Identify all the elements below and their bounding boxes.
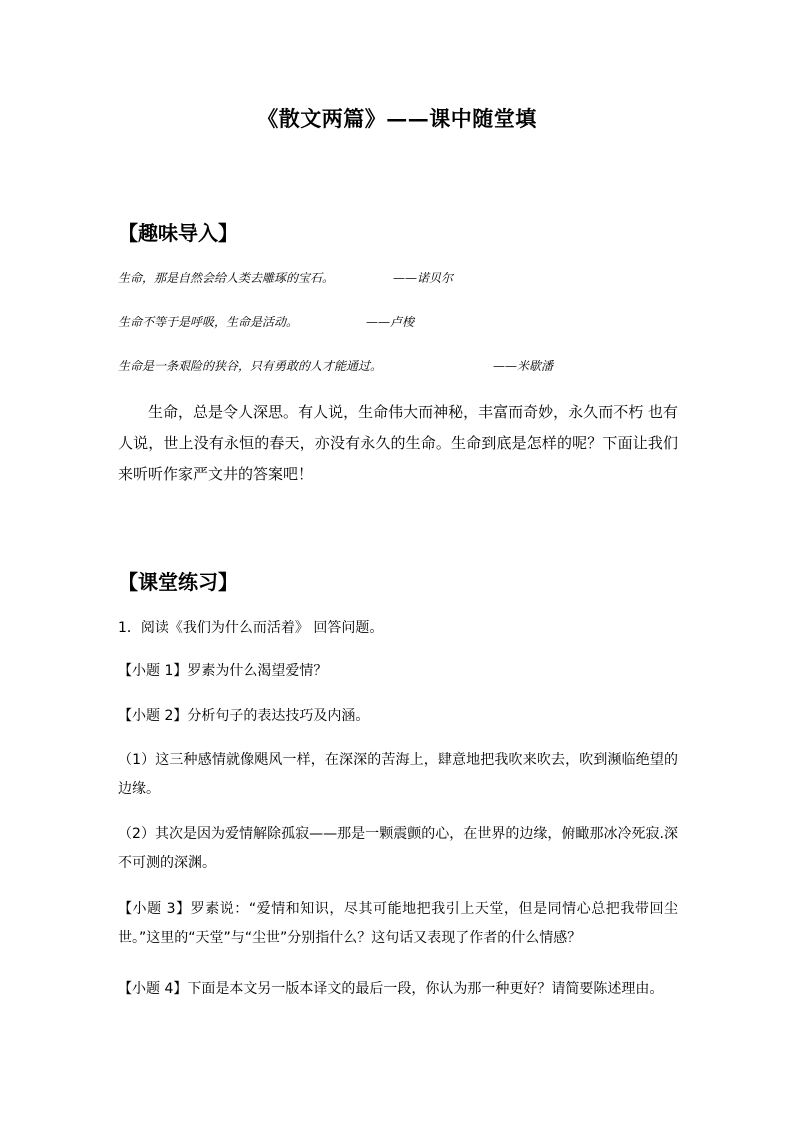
quote-author: ——卢梭: [366, 315, 415, 329]
sub-question-3: 【小题 3】罗素说：“爱情和知识，尽其可能地把我引上天堂，但是同情心总把我带回尘世。”这里的“天堂”与“尘世”分别指什么？这句话又表现了作者的什么情感？: [118, 901, 678, 946]
document-title: 《散文两篇》——课中随堂填: [257, 106, 537, 131]
quote-1: [118, 269, 678, 289]
quote-3: [118, 357, 678, 377]
sub-question-4: 【小题 4】下面是本文另一版本译文的最后一段，你认为那一种更好？请简要陈述理由。: [118, 981, 664, 997]
intro-paragraph: 生命，总是令人深思。有人说，生命伟大而神秘，丰富而奇妙，永久而不朽 也有人说，世上没有永恒的春天，亦没有永久的生命。生命到底是怎样的呢？下面让我们来听听作家严文井的答案吧！: [118, 403, 678, 483]
quote-text: 生命不等于是呼吸，生命是活动。: [118, 315, 299, 329]
section-heading-practice: 【课堂练习】: [118, 570, 238, 594]
question-1: 1．阅读《我们为什么而活着》 回答问题。: [118, 620, 384, 636]
quote-text: 生命，那是自然会给人类去雕琢的宝石。: [118, 271, 335, 285]
sub-question-1: 【小题 1】罗素为什么渴望爱情？: [118, 663, 328, 679]
sub-question-2-item-1: （1）这三种感情就像飓风一样，在深深的苦海上，肆意地把我吹来吹去，吹到濒临绝望的边缘。: [118, 752, 678, 797]
quote-author: ——诺贝尔: [393, 271, 454, 285]
sub-question-2: 【小题 2】分析句子的表达技巧及内涵。: [118, 708, 370, 724]
section-heading-intro: 【趣味导入】: [118, 221, 238, 245]
sub-question-2-item-2: （2）其次是因为爱情解除孤寂——那是一颗震颤的心，在世界的边缘，俯瞰那冰冷死寂.深不可测的深渊。: [118, 826, 678, 871]
quote-text: 生命是一条艰险的狭谷，只有勇敢的人才能通过。: [118, 359, 383, 373]
quote-author: ——米歇潘: [493, 359, 554, 373]
quote-2: [118, 313, 678, 333]
